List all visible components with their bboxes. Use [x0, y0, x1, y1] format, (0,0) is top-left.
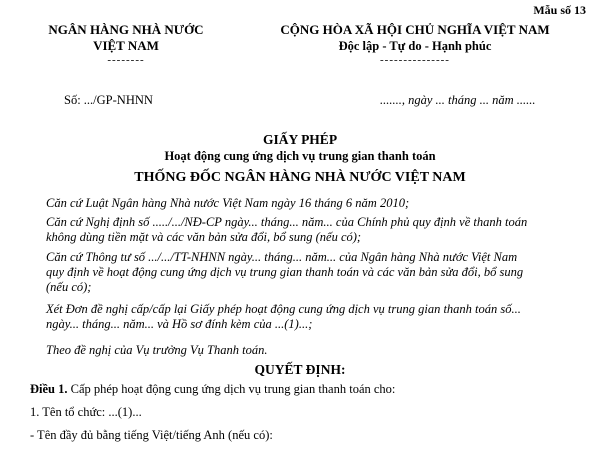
preamble-clause [46, 215, 586, 245]
issuer-name-line2: VIỆT NAM [93, 38, 159, 53]
full-name-item: - Tên đầy đủ bằng tiếng Việt/tiếng Anh (nếu có): [30, 428, 273, 442]
national-motto: Độc lập - Tự do - Hạnh phúc [338, 39, 492, 53]
preamble-line: quy định về hoạt động cung ứng dịch vụ trung gian thanh toán và các văn bản sửa đổi, bổ sung [46, 265, 524, 279]
preamble-line: (nếu có); [46, 280, 92, 294]
preamble-line: Theo đề nghị của Vụ trưởng Vụ Thanh toán. [46, 343, 268, 357]
article-1 [30, 382, 395, 397]
decision-heading: QUYẾT ĐỊNH: [254, 362, 346, 377]
issuing-authority: THỐNG ĐỐC NGÂN HÀNG NHÀ NƯỚC VIỆT NAM [134, 170, 466, 185]
preamble-clause [46, 250, 586, 295]
issuer-name-line1: NGÂN HÀNG NHÀ NƯỚC [48, 22, 204, 37]
preamble-line: Căn cứ Nghị định số ...../.../NĐ-CP ngày... tháng... năm... của Chính phủ quy định về thanh toán [46, 215, 528, 229]
organization-name-item: 1. Tên tổ chức: ...(1)... [30, 405, 142, 419]
preamble-clause [46, 196, 586, 211]
issuer-divider: -------- [107, 54, 145, 66]
preamble-line: Căn cứ Thông tư số .../.../TT-NHNN ngày... tháng... năm... của Ngân hàng Nhà nước Việt Nam [46, 250, 518, 264]
national-header [240, 22, 590, 66]
preamble-line: Xét Đơn đề nghị cấp/cấp lại Giấy phép hoạt động cung ứng dịch vụ trung gian thanh toán số... [46, 302, 521, 316]
issue-date-line: ......., ngày ... tháng ... năm ...... [380, 93, 536, 107]
preamble-line: ngày... tháng... năm... và Hồ sơ đính kèm của ...(1)...; [46, 317, 313, 331]
form-number: Mẫu số 13 [533, 3, 586, 17]
article-1-label: Điều 1. [30, 382, 68, 396]
preamble-line: Căn cứ Luật Ngân hàng Nhà nước Việt Nam ngày 16 tháng 6 năm 2010; [46, 196, 410, 210]
article-1-text: Cấp phép hoạt động cung ứng dịch vụ trung gian thanh toán cho: [67, 382, 396, 396]
document-number: Số: .../GP-NHNN [64, 93, 153, 107]
country-name: CỘNG HÒA XÃ HỘI CHỦ NGHĨA VIỆT NAM [280, 22, 550, 37]
document-subtitle: Hoạt động cung ứng dịch vụ trung gian thanh toán [164, 149, 436, 163]
national-divider: --------------- [380, 54, 450, 66]
preamble-clause [46, 343, 586, 358]
issuer-header [26, 22, 226, 66]
preamble-line: không dùng tiền mặt và các văn bản sửa đổi, bổ sung (nếu có); [46, 230, 362, 244]
preamble-clause [46, 302, 586, 332]
document-title: GIẤY PHÉP [262, 132, 338, 147]
